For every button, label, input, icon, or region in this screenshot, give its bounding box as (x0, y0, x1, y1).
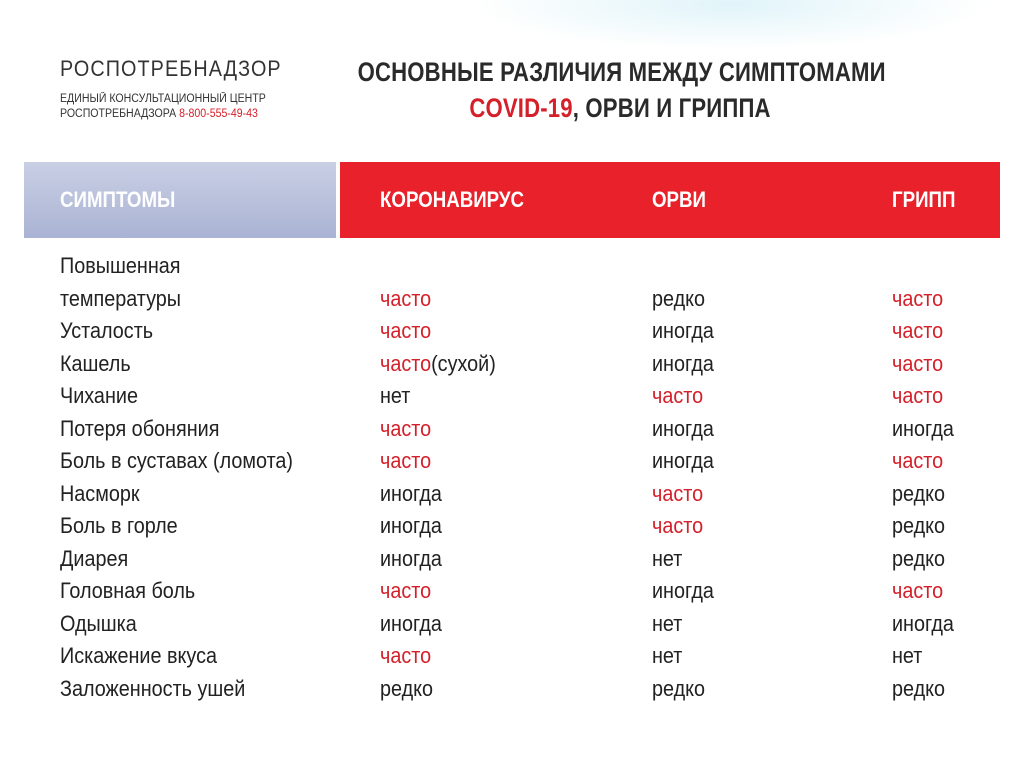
table-row (0, 510, 1024, 543)
orvi-value: редко (652, 285, 706, 311)
table-row (0, 413, 1024, 446)
covid-value (380, 348, 496, 381)
flu-value: редко (892, 513, 946, 538)
header-flu: ГРИПП (892, 187, 956, 212)
symptom-label: Одышка (60, 610, 137, 636)
orvi-value: часто (652, 480, 704, 506)
orvi-value: иногда (652, 318, 714, 343)
orvi-value: иногда (652, 415, 714, 441)
covid-value: иногда (380, 513, 442, 538)
table-row (0, 608, 1024, 641)
orvi-value: иногда (652, 350, 714, 376)
flu-value: часто (892, 578, 944, 603)
covid-value: часто (380, 318, 432, 343)
flu-value: редко (892, 675, 946, 701)
symptom-label: Диарея (60, 545, 129, 571)
symptom-label: Кашель (60, 350, 131, 376)
header-symptoms: СИМПТОМЫ (60, 187, 176, 212)
table-row (0, 315, 1024, 348)
title-line2 (358, 90, 883, 126)
symptom-label: Боль в горле (60, 513, 178, 538)
symptom-label: Заложенность ушей (60, 675, 246, 701)
table-body (0, 250, 1024, 705)
orvi-value: нет (652, 610, 683, 636)
covid-value: часто (380, 415, 432, 441)
flu-value: часто (892, 350, 944, 376)
table-header (24, 162, 1000, 238)
symptom-label: Насморк (60, 480, 140, 506)
table-row (0, 478, 1024, 511)
logo-subtitle-line1: ЕДИНЫЙ КОНСУЛЬТАЦИОННЫЙ ЦЕНТР (60, 93, 266, 105)
flu-value: иногда (892, 610, 954, 636)
symptom-label: Потеря обоняния (60, 415, 220, 441)
header-orvi: ОРВИ (652, 187, 706, 212)
logo-name: РОСПОТРЕБНАДЗОР (60, 56, 282, 81)
title-line1: ОСНОВНЫЕ РАЗЛИЧИЯ МЕЖДУ СИМПТОМАМИ (357, 57, 886, 87)
table-row (0, 445, 1024, 478)
flu-value: часто (892, 448, 944, 473)
orvi-value: иногда (652, 448, 714, 473)
covid-value: редко (380, 675, 434, 701)
table-row (0, 380, 1024, 413)
orvi-value: нет (652, 545, 683, 571)
background-glow (470, 0, 990, 50)
table-row (0, 673, 1024, 706)
title-covid: COVID-19 (469, 93, 573, 123)
covid-value: часто (380, 448, 432, 473)
covid-value-extra: (сухой) (431, 350, 496, 376)
logo-org: РОСПОТРЕБНАДЗОРА (60, 108, 177, 120)
symptom-label (60, 250, 181, 315)
symptom-label-line2: температуры (60, 285, 182, 311)
symptom-label: Боль в суставах (ломота) (60, 448, 294, 473)
table-row (0, 250, 1024, 315)
symptom-label-line1: Повышенная (60, 253, 181, 278)
table-row (0, 348, 1024, 381)
flu-value: часто (892, 318, 944, 343)
orvi-value: иногда (652, 578, 714, 603)
table-row (0, 543, 1024, 576)
header-coronavirus: КОРОНАВИРУС (380, 187, 525, 212)
covid-value: иногда (380, 480, 442, 506)
logo-block (60, 56, 306, 122)
flu-value: редко (892, 545, 946, 571)
table-row (0, 640, 1024, 673)
symptom-label: Головная боль (60, 578, 196, 603)
flu-value: часто (892, 383, 944, 408)
covid-value: часто (380, 285, 432, 311)
covid-value: часто (380, 643, 432, 668)
flu-value: нет (892, 643, 923, 668)
page-title (300, 54, 940, 126)
covid-value: иногда (380, 610, 442, 636)
logo-subtitle-line2 (60, 107, 287, 122)
title-rest: , ОРВИ И ГРИППА (572, 93, 771, 123)
symptom-label: Искажение вкуса (60, 643, 218, 668)
covid-value: нет (380, 383, 411, 408)
covid-value-main: часто (380, 350, 432, 376)
symptom-label: Чихание (60, 383, 138, 408)
table-row (0, 575, 1024, 608)
orvi-value: редко (652, 675, 706, 701)
orvi-value: нет (652, 643, 683, 668)
covid-value: иногда (380, 545, 442, 571)
orvi-value: часто (652, 513, 704, 538)
logo-phone: 8-800-555-49-43 (179, 108, 258, 120)
flu-value: иногда (892, 415, 954, 441)
covid-value: часто (380, 578, 432, 603)
logo-subtitle (60, 92, 287, 122)
flu-value: редко (892, 480, 946, 506)
orvi-value: часто (652, 383, 704, 408)
flu-value: часто (892, 285, 944, 311)
symptom-label: Усталость (60, 318, 154, 343)
